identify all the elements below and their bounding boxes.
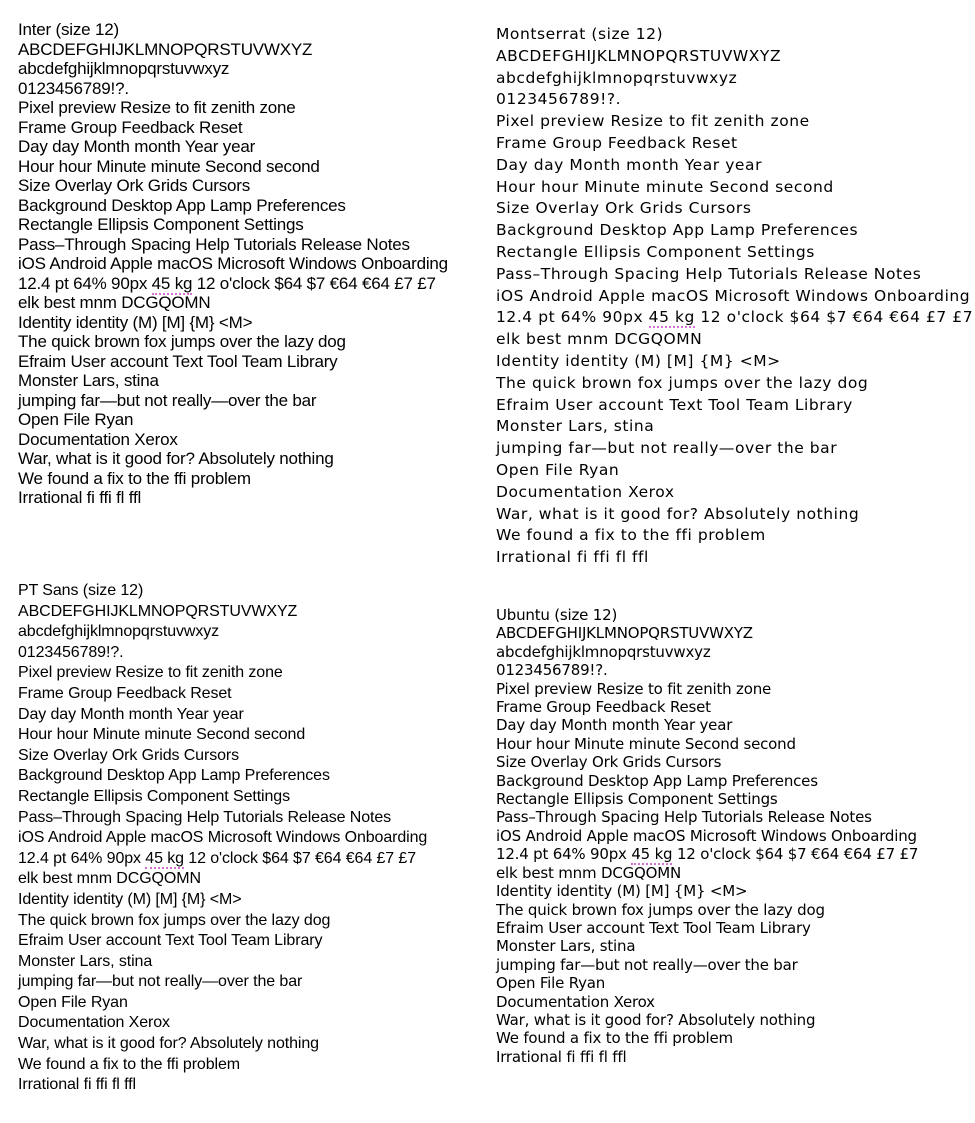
specimen-line: Rectangle Ellipsis Component Settings: [18, 215, 304, 234]
specimen-title: Ubuntu (size 12): [496, 606, 618, 624]
specimen-line-segment: 12.4 pt 64% 90px: [18, 273, 152, 293]
specimen-line: Monster Lars, stina: [496, 417, 655, 436]
specimen-line: [496, 845, 918, 863]
specimen-line: Day day Month month Year year: [496, 716, 733, 735]
specimen-line: Identity identity (M) [M] {M} <M>: [496, 882, 748, 901]
specimen-line: Efraim User account Text Tool Team Library: [496, 918, 811, 937]
specimen-line: ABCDEFGHIJKLMNOPQRSTUVWXYZ: [496, 46, 782, 65]
specimen-line: 0123456789!?.: [18, 643, 124, 661]
specimen-line: The quick brown fox jumps over the lazy dog: [18, 911, 331, 929]
specimen-line: elk best mnm DCGQOMN: [496, 330, 703, 349]
specimen-line: ABCDEFGHIJKLMNOPQRSTUVWXYZ: [18, 39, 313, 59]
specimen-line: Efraim User account Text Tool Team Library: [18, 932, 323, 950]
specimen-line: Size Overlay Ork Grids Cursors: [496, 753, 722, 772]
specimen-line: Irrational fi ffi fl ffl: [496, 1047, 627, 1066]
specimen-line: elk best mnm DCGQOMN: [496, 863, 681, 882]
specimen-line: abcdefghijklmnopqrstuvwxyz: [18, 59, 230, 78]
specimen-line: abcdefghijklmnopqrstuvwxyz: [496, 68, 738, 87]
specimen-line: Monster Lars, stina: [18, 952, 153, 970]
specimen-line: jumping far—but not really—over the bar: [496, 439, 838, 458]
specimen-line: ABCDEFGHIJKLMNOPQRSTUVWXYZ: [18, 602, 298, 620]
specimen-line: Size Overlay Ork Grids Cursors: [18, 176, 251, 195]
specimen-line: Irrational fi ffi fl ffl: [18, 1076, 136, 1094]
specimen-line: abcdefghijklmnopqrstuvwxyz: [496, 642, 711, 661]
specimen-line: Size Overlay Ork Grids Cursors: [496, 199, 752, 218]
specimen-line: Pixel preview Resize to fit zenith zone: [18, 664, 283, 682]
specimen-block-ubuntu: [496, 606, 918, 1066]
specimen-line: Day day Month month Year year: [18, 705, 244, 723]
specimen-line: Hour hour Minute minute Second second: [496, 734, 796, 753]
specimen-lines: [496, 624, 918, 1066]
specimen-line: iOS Android Apple macOS Microsoft Windows Onboarding: [496, 826, 917, 845]
specimen-title: Inter (size 12): [18, 20, 119, 39]
specimen-line: Pixel preview Resize to fit zenith zone: [18, 98, 296, 117]
specimen-line-segment: 12 o'clock $64 $7 €64 €64 £7 £7: [672, 845, 919, 864]
specimen-line-segment: 12 o'clock $64 $7 €64 €64 £7 £7: [694, 308, 974, 327]
specimen-line: Frame Group Feedback Reset: [496, 133, 738, 152]
specimen-line: iOS Android Apple macOS Microsoft Windows Onboarding: [18, 254, 448, 273]
specimen-line: Frame Group Feedback Reset: [18, 684, 232, 702]
specimen-line: elk best mnm DCGQOMN: [18, 293, 211, 312]
specimen-line: War, what is it good for? Absolutely nothing: [18, 449, 334, 468]
specimen-line: Frame Group Feedback Reset: [18, 117, 243, 137]
specimen-line: Identity identity (M) [M] {M} <M>: [496, 351, 781, 370]
specimen-line: abcdefghijklmnopqrstuvwxyz: [18, 623, 220, 641]
specimen-line: We found a fix to the ffi problem: [18, 468, 251, 488]
specimen-block-inter: [18, 20, 448, 508]
specimen-line: War, what is it good for? Absolutely nothing: [496, 1010, 816, 1029]
spellcheck-underlined-text: 45 kg: [648, 308, 695, 327]
specimen-line: Identity identity (M) [M] {M} <M>: [18, 890, 242, 908]
specimen-line-segment: 12 o'clock $64 $7 €64 €64 £7 £7: [192, 273, 436, 293]
specimen-line: Hour hour Minute minute Second second: [496, 177, 834, 196]
spellcheck-underlined-text: 45 kg: [145, 849, 184, 867]
specimen-line: Open File Ryan: [18, 410, 134, 429]
specimen-line-segment: 12.4 pt 64% 90px: [18, 849, 146, 867]
specimen-title: Montserrat (size 12): [496, 25, 664, 43]
specimen-line: Pass–Through Spacing Help Tutorials Release Notes: [496, 264, 922, 283]
specimen-line: Open File Ryan: [496, 974, 606, 993]
specimen-lines: [18, 602, 427, 1096]
specimen-line: We found a fix to the ffi problem: [496, 1029, 733, 1048]
specimen-line: ABCDEFGHIJKLMNOPQRSTUVWXYZ: [496, 624, 753, 643]
specimen-line: Monster Lars, stina: [496, 937, 636, 956]
specimen-line: We found a fix to the ffi problem: [496, 526, 766, 545]
specimen-line: Irrational fi ffi fl ffl: [18, 488, 142, 507]
specimen-block-pt-sans: [18, 581, 427, 1096]
specimen-line: elk best mnm DCGQOMN: [18, 870, 201, 888]
spellcheck-underlined-text: 45 kg: [151, 273, 193, 293]
specimen-line: Background Desktop App Lamp Preferences: [496, 771, 818, 790]
specimen-line: 0123456789!?.: [496, 661, 608, 680]
specimen-line: [18, 849, 427, 870]
specimen-line: Open File Ryan: [18, 993, 128, 1011]
specimen-line: iOS Android Apple macOS Microsoft Windows Onboarding: [18, 829, 428, 847]
specimen-line: Documentation Xerox: [18, 429, 178, 449]
specimen-line: Rectangle Ellipsis Component Settings: [496, 790, 778, 809]
specimen-line: Documentation Xerox: [496, 992, 655, 1011]
specimen-line: jumping far—but not really—over the bar: [496, 955, 798, 974]
specimen-line: Pass–Through Spacing Help Tutorials Release Notes: [18, 234, 410, 254]
specimen-line: iOS Android Apple macOS Microsoft Windows Onboarding: [496, 286, 971, 305]
specimen-line: Monster Lars, stina: [18, 371, 159, 390]
specimen-line-segment: 12.4 pt 64% 90px: [496, 308, 649, 327]
specimen-lines: [18, 40, 448, 508]
specimen-line: Background Desktop App Lamp Preferences: [18, 767, 330, 785]
specimen-line: Documentation Xerox: [496, 482, 675, 501]
specimen-title: PT Sans (size 12): [18, 582, 144, 599]
specimen-line: Day day Month month Year year: [18, 137, 256, 156]
specimen-line-segment: 12.4 pt 64% 90px: [496, 845, 632, 864]
specimen-line: Pixel preview Resize to fit zenith zone: [496, 112, 810, 131]
specimen-line: Rectangle Ellipsis Component Settings: [18, 787, 291, 805]
specimen-line: We found a fix to the ffi problem: [18, 1055, 241, 1073]
specimen-lines: [496, 46, 973, 569]
specimen-line: [18, 274, 448, 294]
specimen-line: Size Overlay Ork Grids Cursors: [18, 746, 240, 764]
specimen-line: Frame Group Feedback Reset: [496, 698, 711, 717]
specimen-line: Identity identity (M) [M] {M} <M>: [18, 312, 253, 332]
spellcheck-underlined-text: 45 kg: [631, 845, 673, 864]
specimen-line: Documentation Xerox: [18, 1014, 170, 1032]
specimen-line: Pass–Through Spacing Help Tutorials Release Notes: [496, 808, 872, 827]
specimen-line: Day day Month month Year year: [496, 155, 762, 174]
specimen-line: jumping far—but not really—over the bar: [18, 390, 317, 410]
specimen-line: Background Desktop App Lamp Preferences: [496, 221, 859, 240]
specimen-line: Rectangle Ellipsis Component Settings: [496, 242, 815, 261]
specimen-line: [496, 307, 973, 329]
specimen-line: Background Desktop App Lamp Preferences: [18, 195, 346, 215]
specimen-line: Efraim User account Text Tool Team Library: [496, 395, 853, 414]
specimen-line: Hour hour Minute minute Second second: [18, 726, 306, 744]
specimen-block-montserrat: [496, 24, 973, 569]
specimen-line: Open File Ryan: [496, 460, 620, 479]
specimen-line: Pixel preview Resize to fit zenith zone: [496, 679, 772, 698]
specimen-line: jumping far—but not really—over the bar: [18, 973, 303, 991]
specimen-line: Efraim User account Text Tool Team Library: [18, 351, 338, 371]
specimen-line: Pass–Through Spacing Help Tutorials Release Notes: [18, 808, 392, 826]
specimen-line: 0123456789!?.: [496, 90, 622, 109]
specimen-line-segment: 12 o'clock $64 $7 €64 €64 £7 £7: [183, 849, 416, 867]
specimen-line: 0123456789!?.: [18, 78, 129, 98]
specimen-line: Irrational fi ffi fl ffl: [496, 548, 649, 567]
specimen-line: Hour hour Minute minute Second second: [18, 156, 320, 176]
specimen-line: The quick brown fox jumps over the lazy dog: [18, 332, 346, 351]
specimen-line: The quick brown fox jumps over the lazy dog: [496, 900, 825, 919]
specimen-line: War, what is it good for? Absolutely nothing: [496, 504, 860, 523]
specimen-line: War, what is it good for? Absolutely nothing: [18, 1035, 319, 1053]
specimen-line: The quick brown fox jumps over the lazy dog: [496, 373, 869, 392]
